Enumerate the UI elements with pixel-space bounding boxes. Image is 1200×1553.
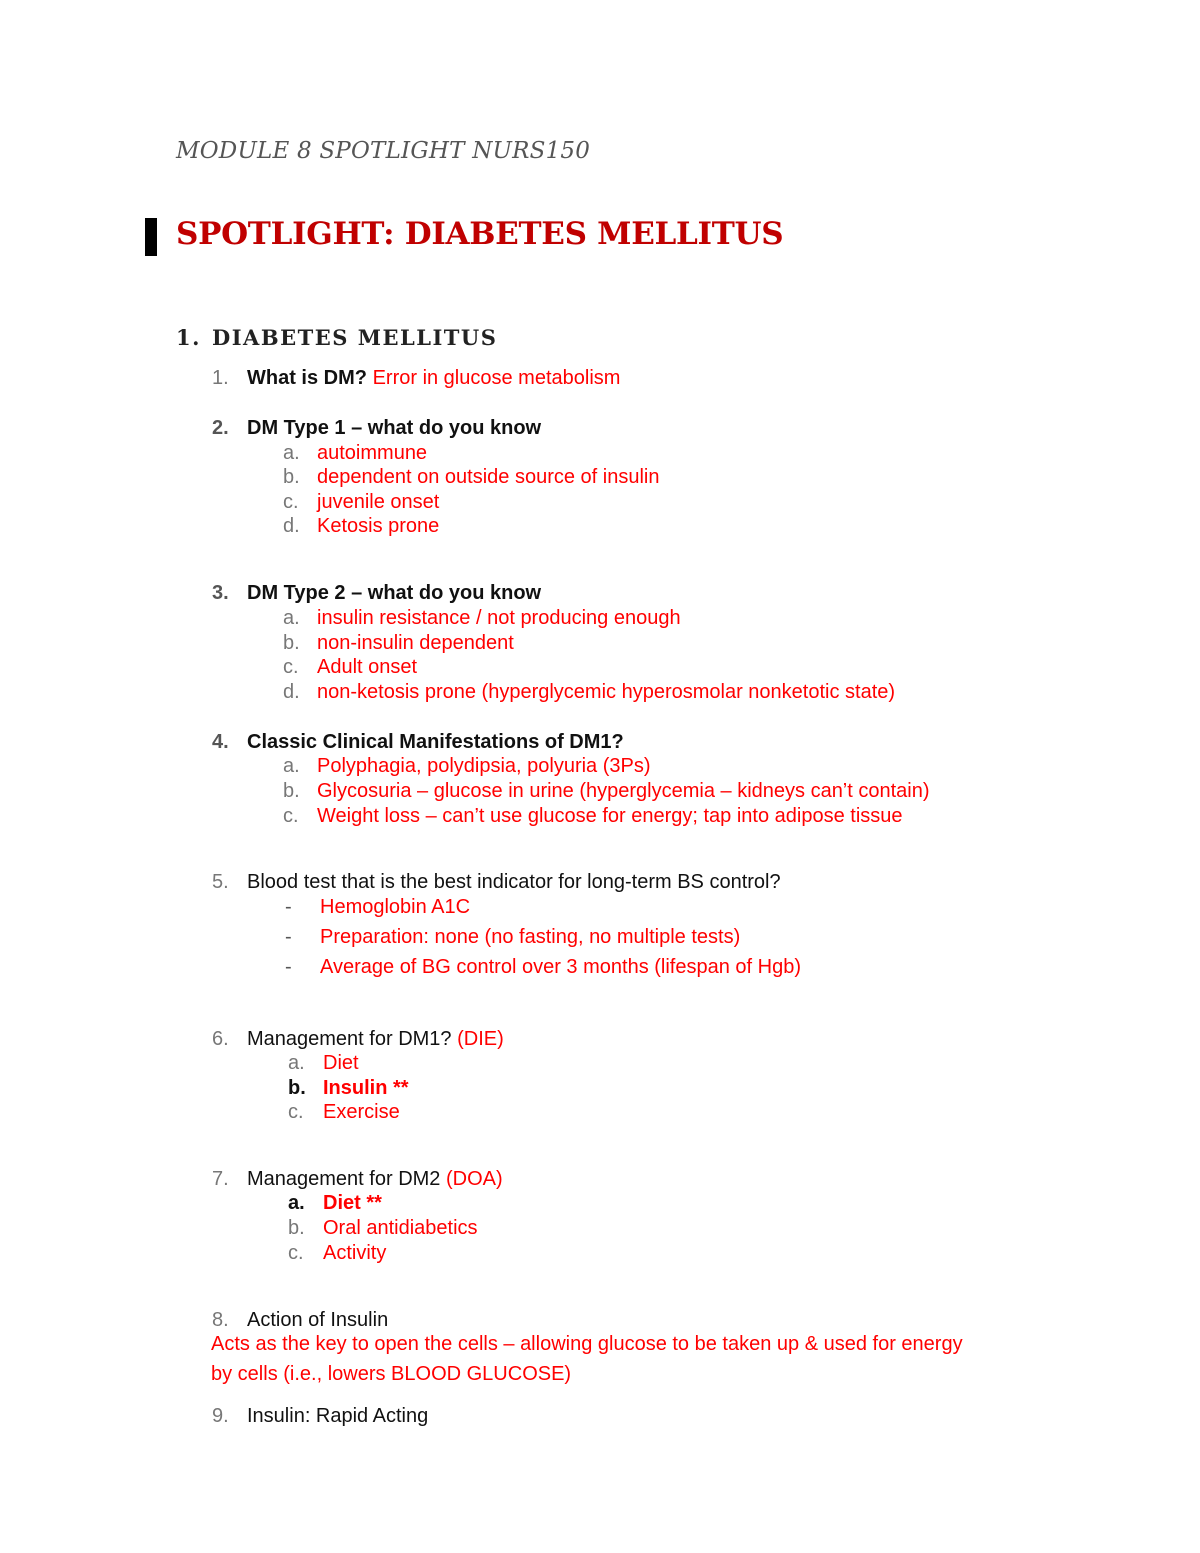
list-item-text: insulin resistance / not producing enough [317, 607, 681, 629]
list-item-text: non-ketosis prone (hyperglycemic hyperosmolar nonketotic state) [317, 681, 896, 703]
list-item-letter: b. [283, 780, 300, 802]
question-3-number: 3. [212, 582, 229, 604]
list-item-text: Preparation: none (no fasting, no multiple tests) [320, 926, 741, 948]
question-3-label: DM Type 2 – what do you know [247, 582, 542, 604]
section-number: 1. [176, 325, 201, 350]
list-item-letter: a. [288, 1052, 305, 1074]
list-item-letter: b. [288, 1077, 306, 1099]
question-2-number: 2. [212, 417, 229, 439]
question-7-text [247, 1167, 503, 1191]
question-1-text [247, 366, 620, 390]
list-item-letter: b. [288, 1217, 305, 1239]
list-item-dash: - [285, 926, 292, 948]
list-item-text: Hemoglobin A1C [320, 896, 471, 918]
list-item-letter: c. [283, 656, 299, 678]
question-8-label: Action of Insulin [247, 1309, 389, 1331]
question-1-label: What is DM? [247, 367, 367, 389]
question-5-label: Blood test that is the best indicator for long-term BS control? [247, 871, 781, 893]
question-6-label: Management for DM1? [247, 1028, 452, 1050]
question-8-answer-line-1: Acts as the key to open the cells – allowing glucose to be taken up & used for energy [211, 1333, 963, 1355]
list-item-text: Diet ** [323, 1192, 382, 1214]
question-9-number: 9. [212, 1405, 229, 1427]
list-item-letter: a. [283, 755, 300, 777]
list-item-text: Diet [323, 1052, 359, 1074]
page-title: SPOTLIGHT: DIABETES MELLITUS [176, 216, 784, 252]
list-item-text: Polyphagia, polydipsia, polyuria (3Ps) [317, 755, 651, 777]
list-item-dash: - [285, 896, 292, 918]
list-item-text: Weight loss – can’t use glucose for energy; tap into adipose tissue [317, 805, 903, 827]
list-item-letter: a. [288, 1192, 305, 1214]
list-item-letter: c. [288, 1242, 304, 1264]
list-item-letter: d. [283, 515, 300, 537]
question-6-text [247, 1027, 504, 1051]
list-item-text: autoimmune [317, 442, 428, 464]
question-6-tag: (DIE) [457, 1028, 504, 1050]
list-item-letter: b. [283, 466, 300, 488]
list-item-text: Activity [323, 1242, 387, 1264]
question-7-number: 7. [212, 1168, 229, 1190]
list-item-letter: a. [283, 442, 300, 464]
question-5-number: 5. [212, 871, 229, 893]
list-item-letter: c. [283, 491, 299, 513]
question-7-label: Management for DM2 [247, 1168, 441, 1190]
list-item-text: Oral antidiabetics [323, 1217, 478, 1239]
list-item-text: non-insulin dependent [317, 632, 514, 654]
list-item-letter: d. [283, 681, 300, 703]
question-6-number: 6. [212, 1028, 229, 1050]
question-2-label: DM Type 1 – what do you know [247, 417, 542, 439]
section-title: DIABETES MELLITUS [212, 325, 498, 350]
list-item-text: juvenile onset [317, 491, 440, 513]
question-9-label: Insulin: Rapid Acting [247, 1405, 429, 1427]
question-8-answer-line-2: by cells (i.e., lowers BLOOD GLUCOSE) [211, 1363, 572, 1385]
question-7-tag: (DOA) [445, 1168, 503, 1190]
question-1-number: 1. [212, 367, 229, 389]
list-item-dash: - [285, 956, 292, 978]
list-item-letter: c. [288, 1101, 304, 1123]
question-4-label: Classic Clinical Manifestations of DM1? [247, 731, 624, 753]
list-item-text: Exercise [323, 1101, 400, 1123]
module-header: MODULE 8 SPOTLIGHT NURS150 [176, 138, 591, 164]
section-heading [176, 325, 497, 350]
question-8-number: 8. [212, 1309, 229, 1331]
list-item-text: dependent on outside source of insulin [317, 466, 660, 488]
list-item-text: Glycosuria – glucose in urine (hyperglycemia – kidneys can’t contain) [317, 780, 930, 802]
question-1-answer: Error in glucose metabolism [372, 367, 621, 389]
list-item-letter: b. [283, 632, 300, 654]
list-item-text: Ketosis prone [317, 515, 440, 537]
list-item-text: Adult onset [317, 656, 418, 678]
list-item-text: Insulin ** [323, 1077, 409, 1099]
list-item-letter: c. [283, 805, 299, 827]
title-marker-bar [145, 218, 157, 256]
question-4-number: 4. [212, 731, 229, 753]
list-item-text: Average of BG control over 3 months (lifespan of Hgb) [320, 956, 801, 978]
list-item-letter: a. [283, 607, 300, 629]
